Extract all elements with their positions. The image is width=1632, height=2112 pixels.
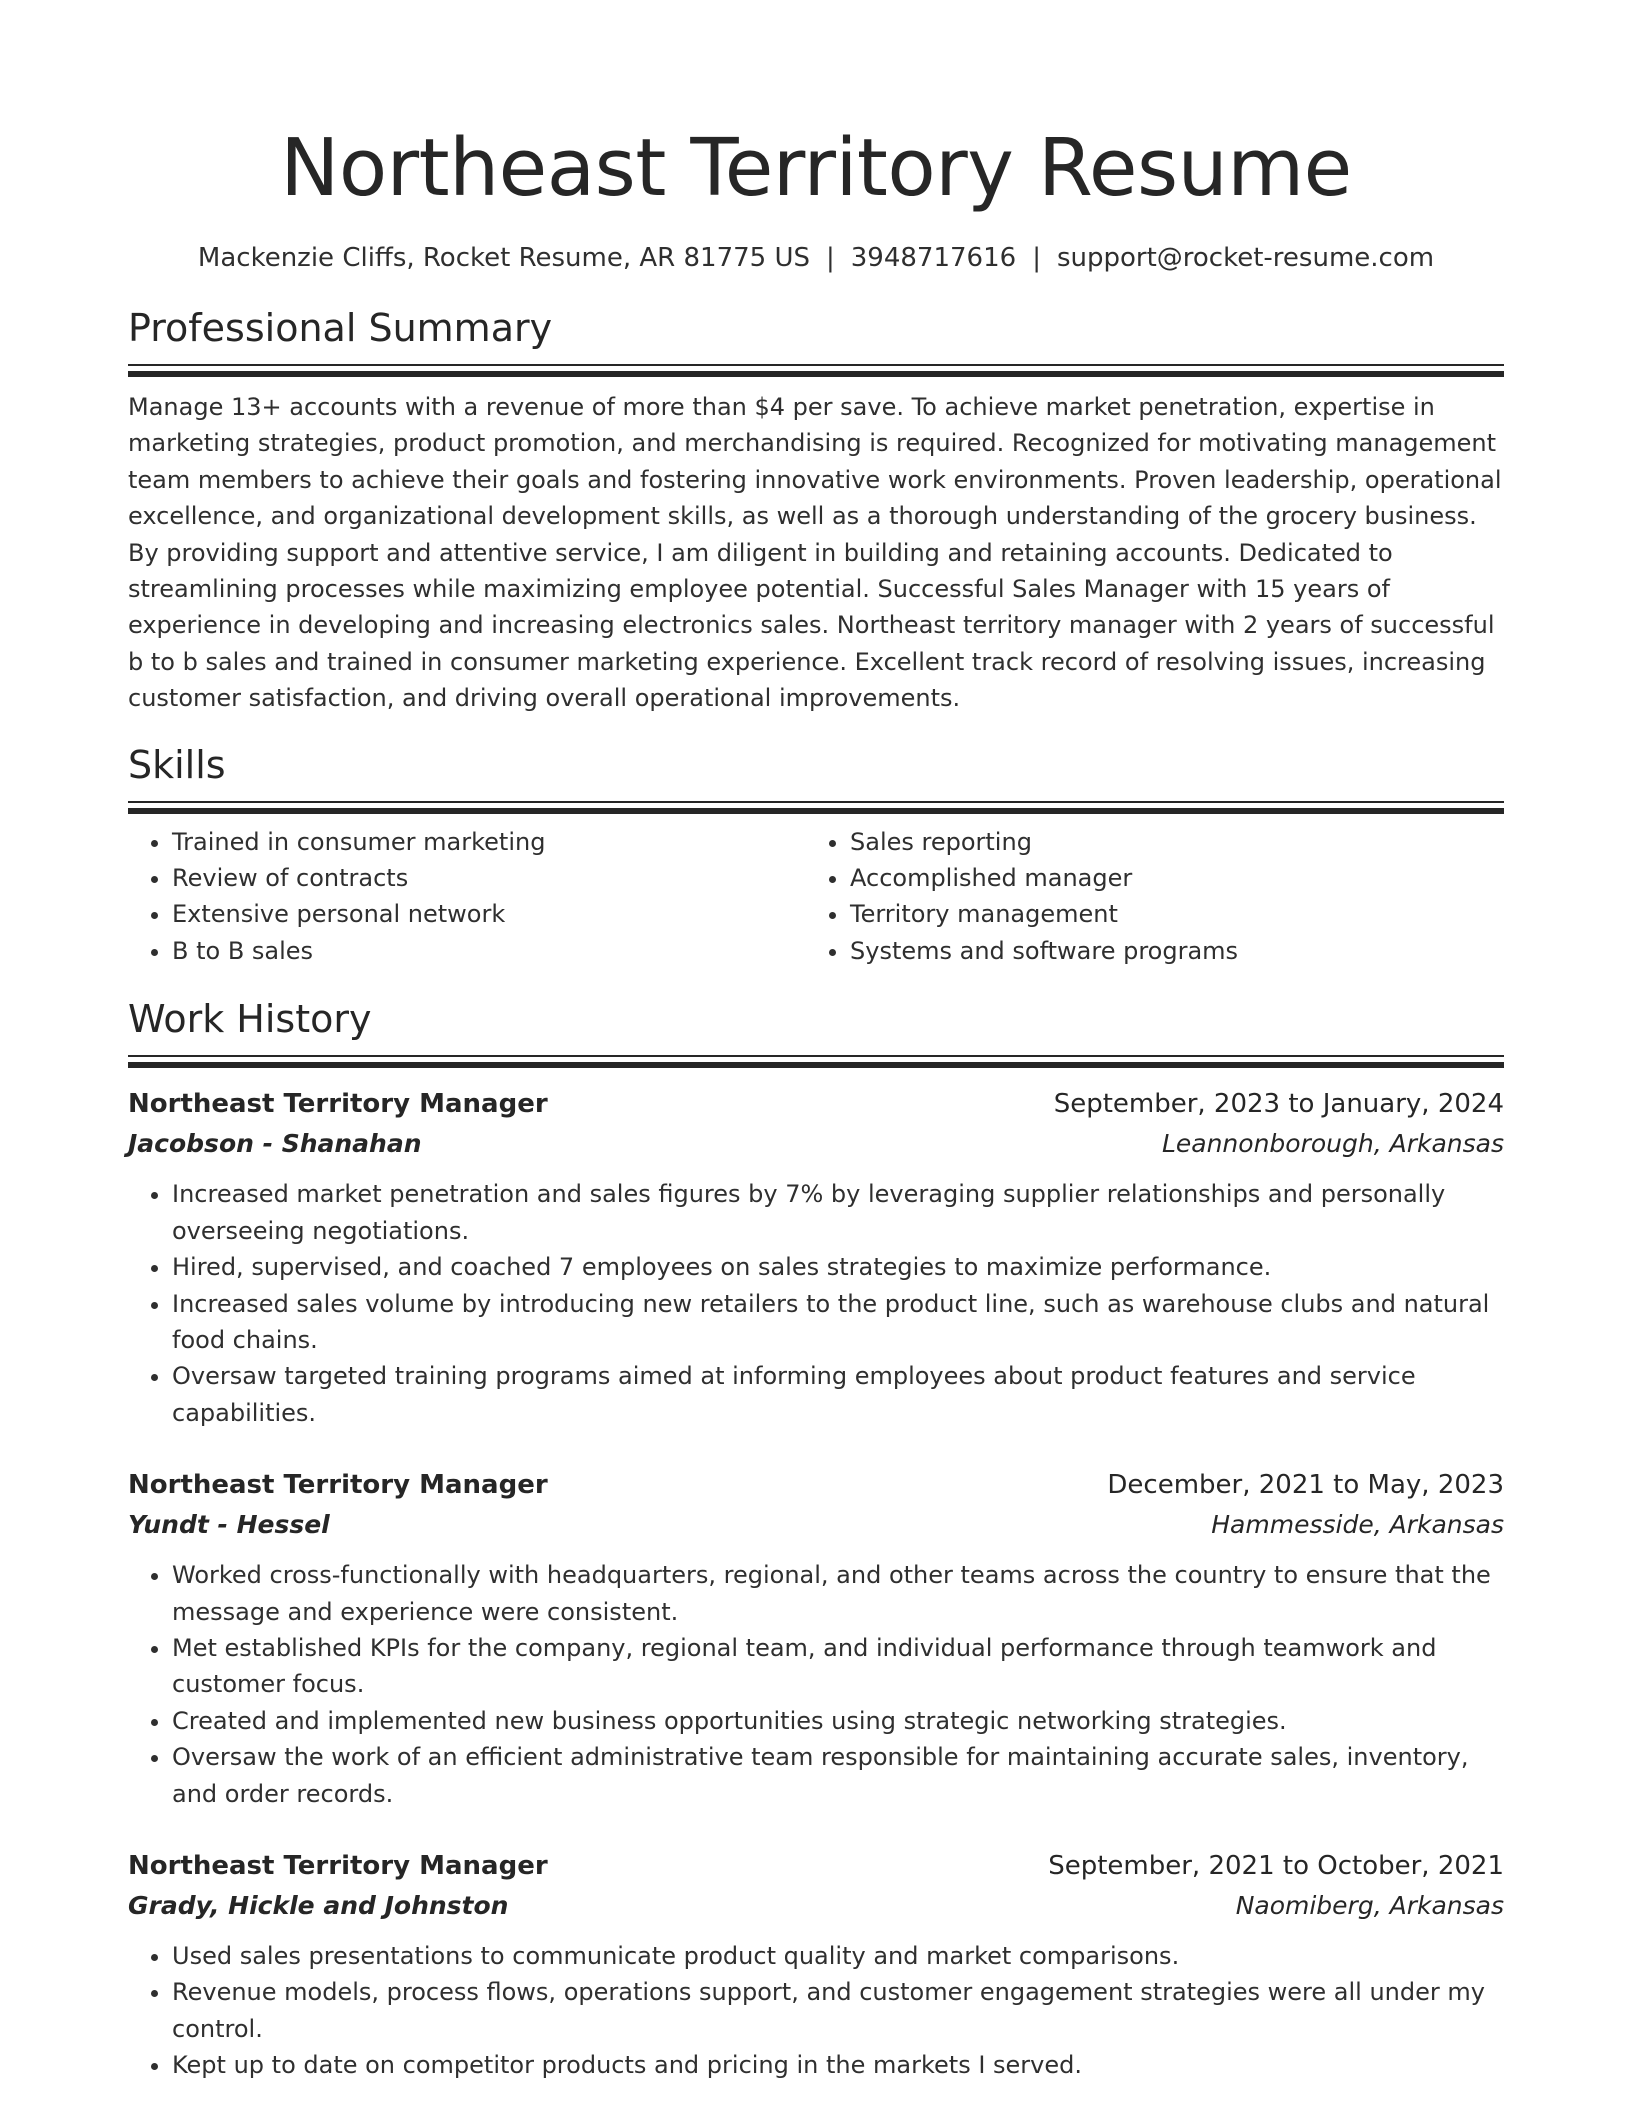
work-history-section <box>128 995 1504 2083</box>
summary-text: Manage 13+ accounts with a revenue of more than $4 per save. To achieve market penetration, expertise in marketing strategies, product promotion, and merchandising is required. Recognized for motivating management team members to achieve their goals and fostering innovative work environments. Proven leadership, operational excellence, and organizational development skills, as well as a thorough understanding of the grocery business. By providing support and attentive service, I am diligent in building and retaining accounts. Dedicated to streamlining processes while maximizing employee potential. Successful Sales Manager with 15 years of experience in developing and increasing electronics sales. Northeast territory manager with 2 years of successful b to b sales and trained in consumer marketing experience. Excellent track record of resolving issues, increasing customer satisfaction, and driving overall operational improvements. <box>128 393 1502 713</box>
job-dates: September, 2021 to October, 2021 <box>1048 1850 1504 1881</box>
job-header-row <box>128 1846 1504 1886</box>
skills-columns <box>128 824 1504 970</box>
skill-item: • Sales reporting <box>850 824 1484 860</box>
contact-separator: | <box>826 243 835 273</box>
job-company-row <box>128 1505 1504 1545</box>
job-company: Yundt - Hessel <box>128 1510 330 1540</box>
job-title: Northeast Territory Manager <box>128 1470 548 1501</box>
job-entry <box>128 1465 1504 1812</box>
skill-item: • Review of contracts <box>172 860 806 896</box>
contact-separator: | <box>1032 243 1041 273</box>
job-bullet: • Kept up to date on competitor products and pricing in the markets I served. <box>172 2047 1504 2083</box>
job-bullet: • Met established KPIs for the company, regional team, and individual performance through teamwork and customer focus. <box>172 1630 1504 1703</box>
job-title: Northeast Territory Manager <box>128 1850 548 1881</box>
work-history-heading: Work History <box>128 997 372 1042</box>
skill-item: • Systems and software programs <box>850 933 1484 969</box>
job-bullet: • Increased market penetration and sales figures by 7% by leveraging supplier relationships and personally overseeing negotiations. <box>172 1176 1504 1249</box>
job-bullet: • Oversaw the work of an efficient administrative team responsible for maintaining accurate sales, inventory, and order records. <box>172 1739 1504 1812</box>
skill-item: • B to B sales <box>172 933 806 969</box>
resume-title: Northeast Territory Resume <box>280 122 1352 214</box>
job-bullets <box>128 1938 1504 2084</box>
summary-heading: Professional Summary <box>128 306 553 350</box>
job-location: Hammesside, Arkansas <box>1211 1510 1504 1540</box>
job-company-row <box>128 1886 1504 1926</box>
job-company-row <box>128 1124 1504 1164</box>
contact-phone: 3948717616 <box>850 243 1017 273</box>
section-divider <box>128 1055 1504 1068</box>
job-bullet: • Worked cross-functionally with headquarters, regional, and other teams across the country to ensure that the message and experience were consistent. <box>172 1557 1504 1630</box>
section-divider <box>128 801 1504 814</box>
job-header-row <box>128 1465 1504 1505</box>
job-title: Northeast Territory Manager <box>128 1089 548 1120</box>
job-location: Naomiberg, Arkansas <box>1235 1890 1504 1920</box>
job-entry <box>128 1846 1504 2084</box>
job-dates: December, 2021 to May, 2023 <box>1107 1470 1504 1501</box>
skills-section <box>128 741 1504 970</box>
job-bullet: • Hired, supervised, and coached 7 employees on sales strategies to maximize performance. <box>172 1249 1504 1285</box>
skill-item: • Extensive personal network <box>172 896 806 932</box>
skills-heading: Skills <box>128 742 226 787</box>
job-bullet: • Revenue models, process flows, operations support, and customer engagement strategies were all under my control. <box>172 1974 1504 2047</box>
job-bullets <box>128 1176 1504 1431</box>
job-bullets <box>128 1557 1504 1812</box>
contact-line <box>128 240 1504 276</box>
contact-address: Mackenzie Cliffs, Rocket Resume, AR 81775 US <box>197 243 810 273</box>
job-company: Jacobson - Shanahan <box>128 1129 422 1159</box>
job-bullet: • Oversaw targeted training programs aimed at informing employees about product features and service capabilities. <box>172 1358 1504 1431</box>
job-bullet: • Used sales presentations to communicate product quality and market comparisons. <box>172 1938 1504 1974</box>
job-company: Grady, Hickle and Johnston <box>128 1890 509 1920</box>
job-dates: September, 2023 to January, 2024 <box>1053 1089 1504 1120</box>
skills-list-left <box>128 824 806 970</box>
summary-section <box>128 304 1504 717</box>
job-location: Leannonborough, Arkansas <box>1161 1129 1504 1159</box>
job-bullet: • Increased sales volume by introducing new retailers to the product line, such as warehouse clubs and natural food chains. <box>172 1286 1504 1359</box>
resume-page <box>128 118 1504 2084</box>
job-header-row <box>128 1084 1504 1124</box>
skill-item: • Territory management <box>850 896 1484 932</box>
skill-item: • Trained in consumer marketing <box>172 824 806 860</box>
skill-item: • Accomplished manager <box>850 860 1484 896</box>
contact-email: support@rocket-resume.com <box>1056 243 1435 273</box>
job-bullet: • Created and implemented new business opportunities using strategic networking strategies. <box>172 1703 1504 1739</box>
job-entry <box>128 1084 1504 1431</box>
skills-list-right <box>806 824 1484 970</box>
section-divider <box>128 364 1504 377</box>
